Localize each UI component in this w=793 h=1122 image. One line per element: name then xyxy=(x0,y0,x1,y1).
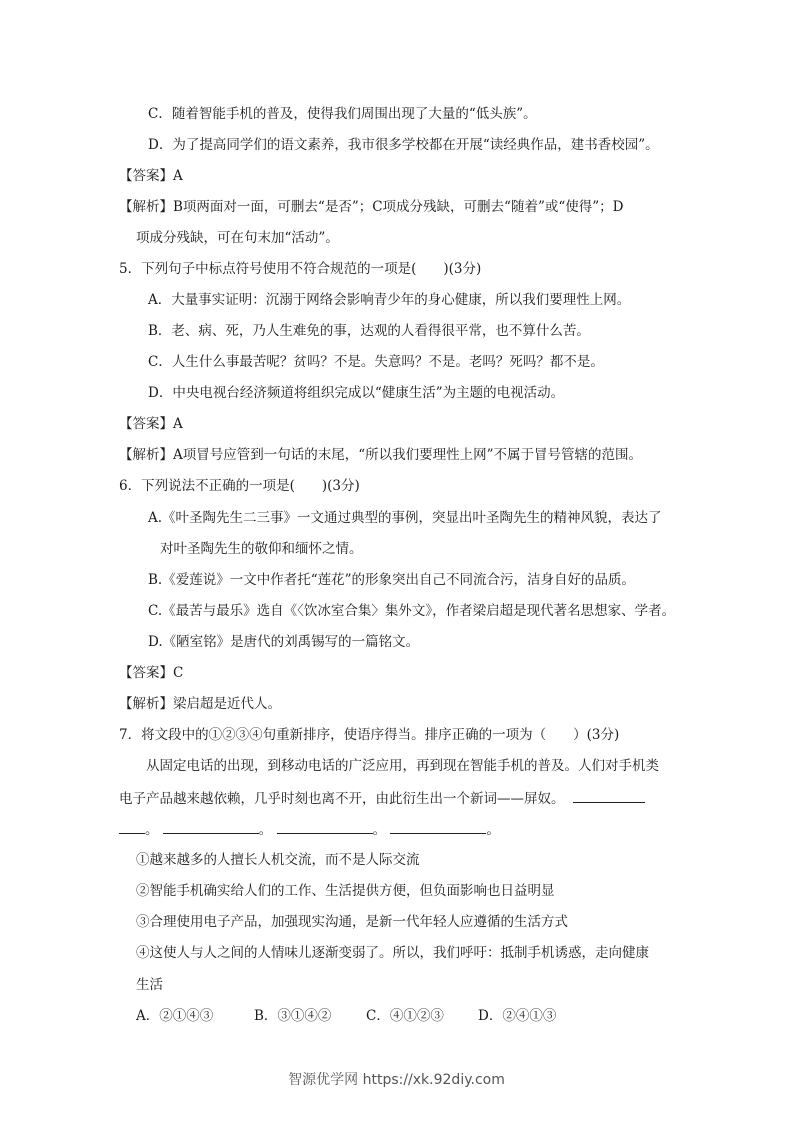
answer-label: 【答案】C xyxy=(119,665,184,681)
fill-blank xyxy=(573,788,645,803)
period: 。 xyxy=(486,822,500,838)
explanation: 【解析】B项两面对一面，可删去“是否”；C项成分残缺，可删去“随着”或“使得”；D xyxy=(119,199,624,215)
q6-option-c: C.《最苦与最乐》选自《〈饮冰室合集〉集外文》，作者梁启超是现代著名思想家、学者。 xyxy=(148,603,676,619)
passage-text: 电子产品越来越依赖，几乎时刻也离不开，由此衍生出一个新词——屏奴。 xyxy=(119,791,565,807)
explanation-continued: 项成分残缺，可在句末加“活动”。 xyxy=(136,230,339,246)
q6-option-a: A.《叶圣陶先生二三事》一文通过典型的事例，突显出叶圣陶先生的精神风貌，表达了 xyxy=(148,510,662,526)
fill-blank xyxy=(277,819,373,834)
answer-label: 【答案】A xyxy=(119,416,183,432)
question-6: 6．下列说法不正确的一项是( )(3分) xyxy=(119,478,360,494)
passage-line-2 xyxy=(119,788,645,809)
q6-option-a-continued: 对叶圣陶先生的敬仰和缅怀之情。 xyxy=(160,541,363,557)
sentence-4: ④这使人与人之间的人情味儿逐渐变弱了。所以，我们呼吁：抵制手机诱惑，走向健康 xyxy=(136,945,649,961)
explanation: 【解析】A项冒号应管到一句话的末尾，“所以我们要理性上网”不属于冒号管辖的范围。 xyxy=(119,447,643,463)
q6-option-d: D.《陋室铭》是唐代的刘禹锡写的一篇铭文。 xyxy=(148,634,420,650)
choice-c: C．④①②③ xyxy=(366,1008,444,1024)
passage-line-1: 从固定电话的出现，到移动电话的广泛应用，再到现在智能手机的普及。人们对手机类 xyxy=(146,758,659,774)
period: 。 xyxy=(372,822,387,838)
q5-option-a: A．大量事实证明：沉溺于网络会影响青少年的身心健康，所以我们要理性上网。 xyxy=(148,292,631,308)
fill-blank xyxy=(119,819,145,834)
question-7: 7．将文段中的①②③④句重新排序，使语序得当。排序正确的一项为（ ）(3分) xyxy=(119,727,620,743)
question-5: 5．下列句子中标点符号使用不符合规范的一项是( )(3分) xyxy=(119,261,482,277)
footer-watermark: 智源优学网 https://xk.92diy.com xyxy=(288,1072,505,1088)
option-d-text: D．为了提高同学们的语文素养，我市很多学校都在开展“读经典作品，建书香校园”。 xyxy=(148,137,659,153)
period: 。 xyxy=(258,822,273,838)
q6-option-b: B.《爱莲说》一文中作者托“莲花”的形象突出自己不同流合污，洁身自好的品质。 xyxy=(148,572,636,588)
choice-d: D．②④①③ xyxy=(478,1008,557,1024)
q5-option-d: D．中央电视台经济频道将组织完成以“健康生活”为主题的电视活动。 xyxy=(148,385,565,401)
sentence-2: ②智能手机确实给人们的工作、生活提供方便，但负面影响也日益明显 xyxy=(136,883,555,899)
choice-a: A．②①④③ xyxy=(136,1008,214,1024)
q5-option-b: B．老、病、死，乃人生难免的事，达观的人看得很平常，也不算什么苦。 xyxy=(148,323,590,339)
fill-blank xyxy=(163,819,259,834)
choice-b: B．③①④② xyxy=(254,1008,332,1024)
explanation: 【解析】梁启超是近代人。 xyxy=(119,696,281,712)
blanks-line xyxy=(119,819,500,840)
sentence-4-continued: 生活 xyxy=(136,977,163,993)
period: 。 xyxy=(145,822,159,838)
fill-blank xyxy=(390,819,486,834)
answer-label: 【答案】A xyxy=(119,168,183,184)
q5-option-c: C．人生什么事最苦呢？贫吗？不是。失意吗？不是。老吗？死吗？都不是。 xyxy=(148,354,604,370)
sentence-1: ①越来越多的人擅长人机交流，而不是人际交流 xyxy=(136,852,420,868)
q7-choices xyxy=(136,1006,556,1026)
option-c-text: C．随着智能手机的普及，使得我们周围出现了大量的“低头族”。 xyxy=(148,106,537,122)
sentence-3: ③合理使用电子产品，加强现实沟通，是新一代年轻人应遵循的生活方式 xyxy=(136,914,568,930)
